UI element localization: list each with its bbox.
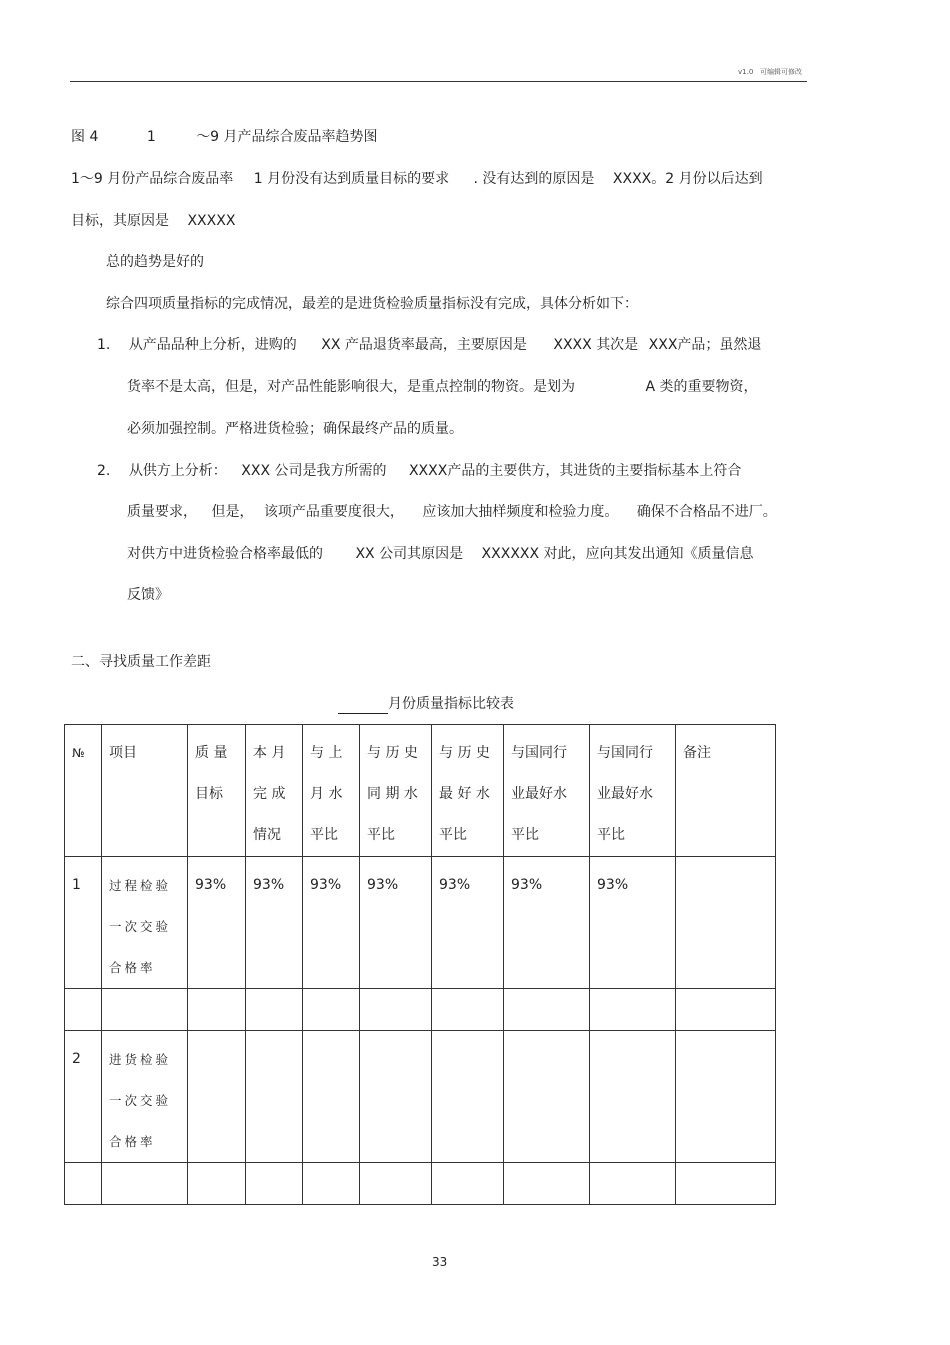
row-2-item: 进货检验一次交验合格率 — [109, 1052, 172, 1149]
table-row — [65, 857, 776, 989]
row-1-v5: 93% — [439, 877, 471, 893]
paragraph-1-line-2: 目标，其原因是 XXXXX — [71, 213, 236, 229]
trend-text: 总的趋势是好的 — [106, 254, 204, 270]
row-1-v7: 93% — [597, 877, 629, 893]
page-number: 33 — [432, 1255, 448, 1269]
figure-caption: 图 4 1 ～9 月产品综合废品率趋势图 — [71, 129, 378, 145]
header-quality-target: 质 量 目标 — [195, 745, 228, 802]
item-1-line-1: 1. 从产品品种上分析，进购的 XX 产品退货率最高，主要原因是 XXXX 其次是 XXX产品；虽然退 — [97, 337, 762, 353]
table-row-empty — [65, 989, 776, 1031]
row-1-note — [676, 857, 775, 865]
item-1-line-2: 货率不是太高，但是，对产品性能影响很大，是重点控制的物资。是划为 A 类的重要物资， — [127, 379, 758, 395]
table-header-row — [65, 725, 776, 857]
item-2-line-1: 2. 从供方上分析： XXX 公司是我方所需的 XXXX产品的主要供方，其进货的主要指标基本上符合 — [97, 463, 742, 479]
header-vs-same-period: 与 历 史 同 期 水 平比 — [367, 745, 418, 843]
row-1-v1: 93% — [195, 877, 227, 893]
table-title: 月份质量指标比较表 — [338, 694, 514, 714]
row-1-v6: 93% — [511, 877, 543, 893]
summary-text: 综合四项质量指标的完成情况，最差的是进货检验质量指标没有完成，具体分析如下： — [106, 296, 638, 312]
header-item: 项目 — [109, 745, 137, 761]
quality-comparison-table — [64, 724, 776, 1205]
table-row — [65, 1031, 776, 1163]
row-1-v2: 93% — [253, 877, 285, 893]
row-1-v4: 93% — [367, 877, 399, 893]
header-notes: 备注 — [683, 745, 711, 761]
header-vs-last-month: 与 上 月 水 平比 — [310, 745, 343, 843]
item-2-line-4: 反馈》 — [127, 587, 169, 603]
header-vs-historical-best: 与 历 史 最 好 水 平比 — [439, 745, 490, 843]
item-2-line-2: 质量要求， 但是， 该项产品重要度很大， 应该加大抽样频度和检验力度。 确保不合格品不进厂。 — [127, 504, 777, 520]
month-blank — [338, 699, 388, 714]
version-label: v1.0 可编辑可修改 — [738, 68, 802, 76]
header-vs-domestic-best-2: 与国同行 业最好水 平比 — [597, 745, 653, 843]
header-no: № — [72, 746, 85, 760]
header-month-completion: 本 月 完 成 情况 — [253, 745, 286, 843]
row-2-no: 2 — [72, 1051, 81, 1067]
row-1-item: 过程检验一次交验合格率 — [109, 878, 172, 975]
table-row-empty — [65, 1163, 776, 1205]
paragraph-1-line-1: 1～9 月份产品综合废品率 1 月份没有达到质量目标的要求 . 没有达到的原因是 XXXX。2 月份以后达到 — [71, 171, 763, 187]
row-1-no: 1 — [72, 877, 81, 893]
item-1-line-3: 必须加强控制。严格进货检验；确保最终产品的质量。 — [127, 421, 463, 437]
header-vs-domestic-best: 与国同行 业最好水 平比 — [511, 745, 567, 843]
header-rule — [70, 81, 807, 82]
section-title: 二、寻找质量工作差距 — [71, 654, 211, 670]
item-2-line-3: 对供方中进货检验合格率最低的 XX 公司其原因是 XXXXXX 对此，应向其发出通知《质量信息 — [127, 546, 754, 562]
row-1-v3: 93% — [310, 877, 342, 893]
